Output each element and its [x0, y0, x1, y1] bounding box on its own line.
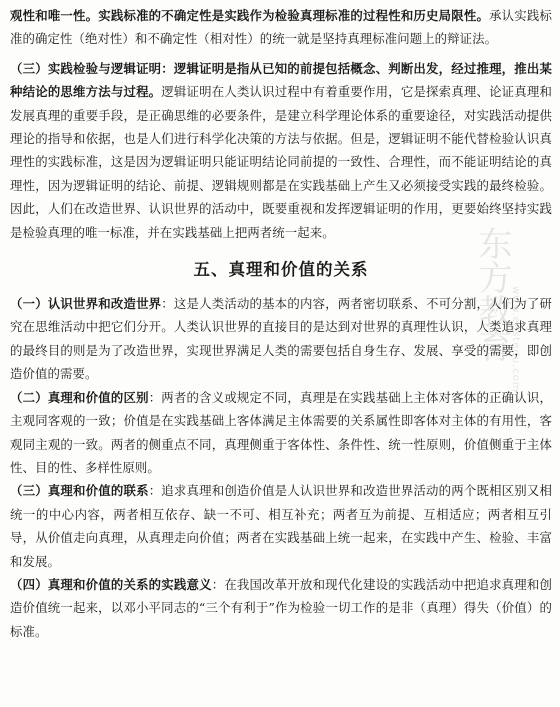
- paragraph-bold-lead: （三）真理和价值的联系: [10, 483, 149, 499]
- watermark-url: www.eastedu.com: [510, 286, 521, 393]
- paragraph-practice-standard: [10, 4, 552, 51]
- paragraph-bold-lead: （四）真理和价值的关系的实践意义: [10, 576, 212, 592]
- document-page: [10, 4, 552, 643]
- paragraph-body: 承认实践标准的确定性（绝对性）和不确定性（相对性）的统一就是坚持真理标准问题上的辩证法。: [10, 8, 552, 47]
- paragraph-practical-significance: [10, 573, 552, 643]
- paragraph-know-and-change-world: [10, 292, 552, 386]
- section-title: 五、真理和价值的关系: [193, 260, 369, 280]
- paragraph-logic-proof: [10, 57, 552, 244]
- paragraph-bold-lead: （二）真理和价值的区别: [10, 389, 149, 405]
- paragraph-body: ：两者的含义或规定不同，真理是在实践基础上主体对客体的正确认识，主观同客观的一致；价值是在实践基础上客体满足主体需要的关系属性即客体对主体的有用性，客观同主观的一致。两者的侧重点不同，真理侧重于客体性、条件性、统一性原则，价值侧重于主体性、目的性、多样性原则。: [10, 389, 552, 475]
- paragraph-body: ：在我国改革开放和现代化建设的实践活动中把追求真理和创造价值统一起来，以邓小平同志的“三个有利于”作为检验一切工作的是非（真理）得失（价值）的标准。: [10, 576, 552, 639]
- paragraph-body: 逻辑证明在人类认识过程中有着重要作用，它是探索真理、论证真理和发展真理的重要手段，是正确思维的必要条件，是建立科学理论体系的重要途径，对实践活动提供理论的指导和依据，也是人们进行科学化决策的方法与依据。但是，逻辑证明不能代替检验认识真理性的实践标准，这是因为逻辑证明只能证明结论同前提的一致性、合理性，而不能证明结论的真理性，因为逻辑证明的结论、前提、逻辑规则都是在实践基础上产生又必须接受实践的最终检验。因此，人们在改造世界、认识世界的活动中，既要重视和发挥逻辑证明的作用，更要始终坚持实践是检验真理的唯一标准，并在实践基础上把两者统一起来。: [10, 84, 552, 240]
- paragraph-bold-lead: （一）认识世界和改造世界: [10, 296, 162, 312]
- paragraph-body: ：追求真理和创造价值是人认识世界和改造世界活动的两个既相区别又相统一的中心内容，两者相互依存、缺一不可、相互补充；两者互为前提、互相适应；两者相互引导，从价值走向真理，从真理走向价值；两者在实践基础上统一起来，在实践中产生、检验、丰富和发展。: [10, 483, 552, 569]
- paragraph-truth-value-difference: [10, 386, 552, 480]
- watermark-text: 东方教育: [472, 226, 512, 362]
- paragraph-bold-lead: 观性和唯一性。实践标准的不确定性是实践作为检验真理标准的过程性和历史局限性。: [10, 8, 490, 23]
- paragraph-truth-value-connection: [10, 479, 552, 573]
- paragraph-body: ：这是人类活动的基本的内容，两者密切联系、不可分割，人们为了研究在思维活动中把它们分开。人类认识世界的直接目的是达到对世界的真理性认识，人类追求真理的最终目的则是为了改造世界，实现世界满足人类的需要包括自身生存、发展、享受的需要，即创造价值的需要。: [10, 296, 552, 382]
- paragraph-bold-lead: （三）实践检验与逻辑证明：逻辑证明是指从已知的前提包括概念、判断出发，经过推理，推出某种结论的思维方法与过程。: [10, 60, 552, 100]
